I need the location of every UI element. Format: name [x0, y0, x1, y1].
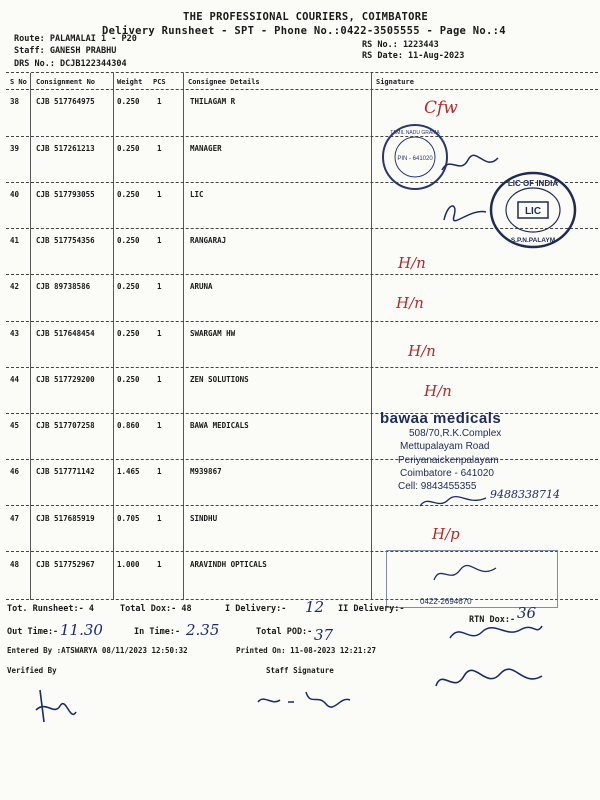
row-sno: 43 — [10, 329, 20, 338]
row-rule — [6, 136, 598, 137]
row-consignee: SINDHU — [190, 514, 218, 523]
staff-signature — [254, 684, 354, 714]
route-label: Route: PALAMALAI 1 - P20 — [14, 34, 137, 44]
row-weight: 1.465 — [117, 467, 140, 476]
row-weight: 0.705 — [117, 514, 140, 523]
verifier-signature — [30, 682, 80, 732]
row-rule — [6, 413, 598, 414]
i-delivery-value: 12 — [305, 598, 325, 616]
row-rule — [6, 459, 598, 460]
row-pcs: 1 — [157, 97, 162, 106]
staff-signature-label: Staff Signature — [266, 666, 334, 675]
rtn-dox-label: RTN Dox:- — [469, 615, 516, 625]
signature-scribble — [430, 560, 500, 588]
row-sno: 44 — [10, 375, 20, 384]
col-header-weight: Weight — [117, 78, 143, 86]
row-consignee: THILAGAM R — [190, 97, 236, 106]
rs-number: RS No.: 1223443 — [362, 40, 439, 50]
row-pcs: 1 — [157, 421, 162, 430]
row-consignment: CJB 517764975 — [36, 97, 95, 106]
row-consignee: MANAGER — [190, 144, 222, 153]
row-consignee: M939867 — [190, 467, 222, 476]
row-consignment: CJB 517707258 — [36, 421, 95, 430]
table-top-rule — [6, 72, 598, 73]
stamp-top-text: TAMIL NADU GRAMA — [390, 130, 440, 136]
row-pcs: 1 — [157, 467, 162, 476]
signature-scribble — [440, 196, 490, 226]
signature-scribble — [418, 492, 488, 512]
row-sno: 47 — [10, 514, 20, 523]
bawaa-stamp-cell: Cell: 9843455355 — [398, 481, 477, 492]
row-sno: 42 — [10, 282, 20, 291]
row-weight: 0.250 — [117, 97, 140, 106]
row-consignee: ARUNA — [190, 282, 213, 291]
row-consignee: ZEN SOLUTIONS — [190, 375, 249, 384]
company-title: THE PROFESSIONAL COURIERS, COIMBATORE — [183, 11, 428, 23]
row-consignment: CJB 517648454 — [36, 329, 95, 338]
printed-on: Printed On: 11-08-2023 12:21:27 — [236, 646, 376, 655]
col-divider — [113, 73, 114, 600]
lic-stamp — [488, 170, 578, 250]
row-pcs: 1 — [157, 514, 162, 523]
header-bottom-rule — [6, 89, 598, 90]
out-time-label: Out Time:- — [7, 627, 59, 637]
row-rule — [6, 274, 598, 275]
row-pcs: 1 — [157, 144, 162, 153]
row-rule — [6, 367, 598, 368]
row-consignment: CJB 517729200 — [36, 375, 95, 384]
ii-delivery-label: II Delivery:- — [338, 604, 405, 614]
row-weight: 0.250 — [117, 190, 140, 199]
row-consignment: CJB 517261213 — [36, 144, 95, 153]
row-weight: 0.250 — [117, 375, 140, 384]
row-weight: 1.000 — [117, 560, 140, 569]
handwritten-signature: H/n — [424, 382, 452, 400]
col-divider — [371, 73, 372, 600]
row-weight: 0.250 — [117, 236, 140, 245]
handwritten-signature: H/n — [408, 342, 436, 360]
verified-by-label: Verified By — [7, 666, 57, 675]
row-consignee: ARAVINDH OPTICALS — [190, 560, 267, 569]
row-sno: 48 — [10, 560, 20, 569]
i-delivery-label: I Delivery:- — [225, 604, 287, 614]
optical-stamp-phone: 0422-2694670 — [420, 597, 472, 606]
row-weight: 0.860 — [117, 421, 140, 430]
total-pod-label: Total POD:- — [256, 627, 313, 637]
row-pcs: 1 — [157, 375, 162, 384]
col-header-consignee: Consignee Details — [188, 78, 260, 86]
row-weight: 0.250 — [117, 329, 140, 338]
row-sno: 39 — [10, 144, 20, 153]
out-time-value: 11.30 — [60, 621, 103, 639]
rtn-dox-value: 36 — [517, 604, 537, 622]
col-header-sno: S No — [10, 78, 27, 86]
row-weight: 0.250 — [117, 282, 140, 291]
total-dox: Total Dox:- 48 — [120, 604, 192, 614]
row-sno: 46 — [10, 467, 20, 476]
handwritten-signature: H/n — [398, 254, 426, 272]
runsheet-subtitle: Delivery Runsheet - SPT - Phone No.:0422-3505555 - Page No.:4 — [102, 25, 506, 37]
row-consignee: RANGARAJ — [190, 236, 227, 245]
bawaa-stamp-line: 508/70,R.K.Complex — [409, 428, 502, 439]
row-sno: 40 — [10, 190, 20, 199]
in-time-label: In Time:- — [134, 627, 181, 637]
tot-runsheet: Tot. Runsheet:- 4 — [7, 604, 94, 614]
row-pcs: 1 — [157, 236, 162, 245]
handwritten-phone: 9488338714 — [490, 488, 560, 501]
row-rule — [6, 505, 598, 506]
total-pod-value: 37 — [314, 626, 334, 644]
drs-number: DRS No.: DCJB122344304 — [14, 59, 127, 69]
row-pcs: 1 — [157, 560, 162, 569]
row-consignment: CJB 517685919 — [36, 514, 95, 523]
row-pcs: 1 — [157, 329, 162, 338]
row-sno: 38 — [10, 97, 20, 106]
row-consignment: CJB 89738586 — [36, 282, 91, 291]
staff-signature-secondary — [430, 664, 550, 698]
handwritten-signature: H/p — [432, 525, 460, 543]
col-header-pcs: PCS — [153, 78, 166, 86]
entered-by: Entered By :ATSWARYA 08/11/2023 12:50:32 — [7, 646, 188, 655]
row-sno: 45 — [10, 421, 20, 430]
col-header-signature: Signature — [376, 78, 414, 86]
lic-stamp-bottom: S.P.N.PALAYM — [510, 237, 556, 244]
handwritten-signature: Cfw — [424, 98, 458, 118]
row-consignment: CJB 517752967 — [36, 560, 95, 569]
row-pcs: 1 — [157, 282, 162, 291]
row-pcs: 1 — [157, 190, 162, 199]
row-weight: 0.250 — [117, 144, 140, 153]
bawaa-stamp-line: Coimbatore - 641020 — [400, 468, 494, 479]
in-time-value: 2.35 — [186, 621, 220, 639]
row-consignment: CJB 517793055 — [36, 190, 95, 199]
bawaa-stamp-line: Periyanaickenpalayam — [398, 455, 499, 466]
row-rule — [6, 321, 598, 322]
bawaa-stamp-name: bawaa medicals — [380, 410, 502, 427]
col-divider — [30, 73, 31, 600]
lic-stamp-top: LIC OF INDIA — [507, 179, 559, 188]
row-consignment: CJB 517771142 — [36, 467, 95, 476]
col-divider — [183, 73, 184, 600]
staff-label: Staff: GANESH PRABHU — [14, 46, 117, 56]
row-consignee: BAWA MEDICALS — [190, 421, 249, 430]
col-header-consignment: Consignment No — [36, 78, 96, 86]
row-consignment: CJB 517754356 — [36, 236, 95, 245]
row-consignee: LIC — [190, 190, 204, 199]
stamp-pin: PIN - 641020 — [397, 156, 433, 162]
rs-date: RS Date: 11-Aug-2023 — [362, 51, 465, 61]
bawaa-stamp-line: Mettupalayam Road — [400, 441, 490, 452]
lic-stamp-center: LIC — [524, 206, 542, 217]
row-sno: 41 — [10, 236, 20, 245]
handwritten-signature: H/n — [396, 294, 424, 312]
row-consignee: SWARGAM HW — [190, 329, 236, 338]
signature-scribble — [446, 620, 546, 650]
